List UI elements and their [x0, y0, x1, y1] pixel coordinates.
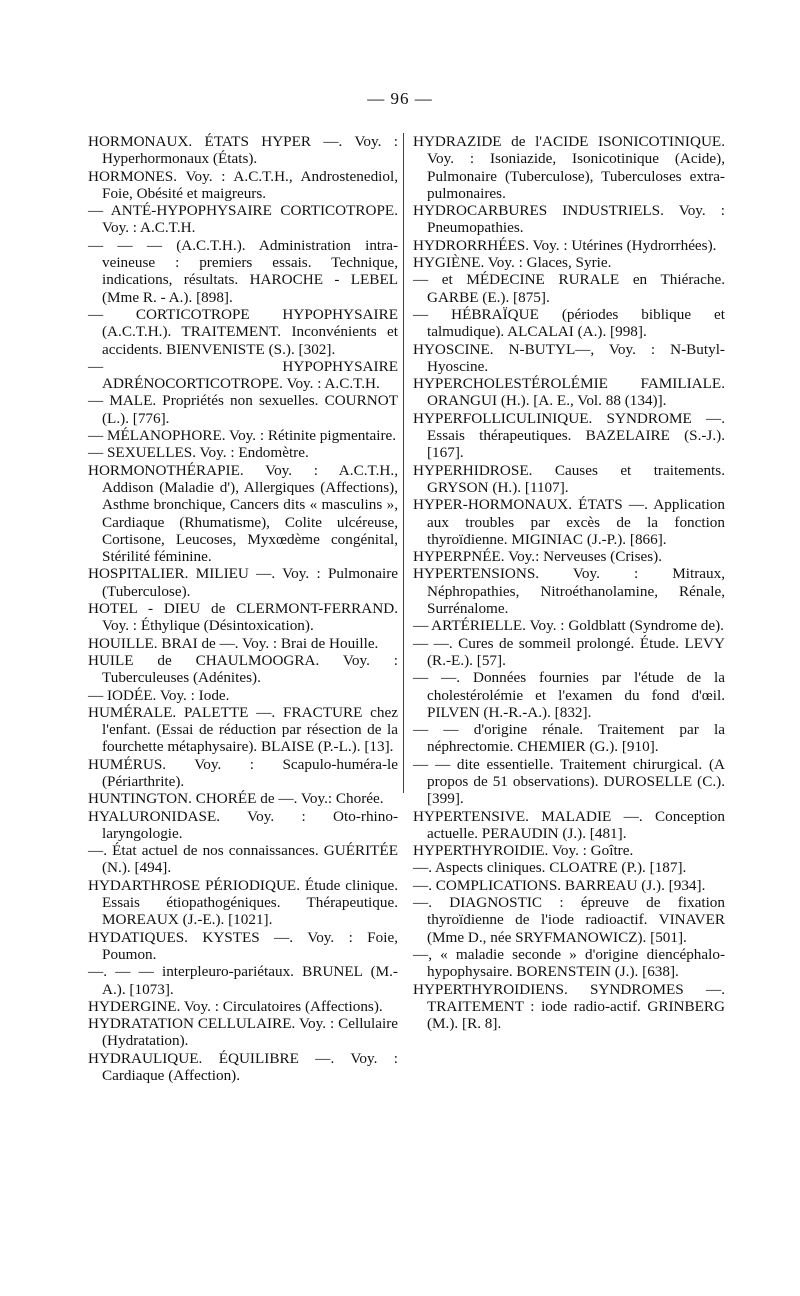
index-entry: HOUILLE. BRAI de —. Voy. : Brai de Houille.: [88, 634, 379, 652]
index-entry: HUMÉRUS. Voy. : Scapulo-huméra-le (Périarthrite).: [88, 755, 398, 790]
index-entry: — IODÉE. Voy. : Iode.: [88, 686, 230, 704]
index-entry: — —. Données fournies par l'étude de la cholestérolémie et l'examen du fond d'œil. PILVEN (H.-R.-A.). [832].: [413, 669, 725, 721]
index-entry: HORMONOTHÉRAPIE. Voy. : A.C.T.H., Addison (Maladie d'), Allergiques (Affections), Asthme bronchique, Cancers dits « masculins », Cardiaque (Rhumatisme), Colite ulcéreuse, Cortisone, Leucoses, Myxœdème congénital, Stérilité féminine.: [88, 461, 398, 566]
index-entry: — et MÉDECINE RURALE en Thiérache. GARBE (E.). [875].: [413, 271, 725, 306]
index-entry: HYALURONIDASE. Voy. : Oto-rhino-laryngologie.: [88, 807, 398, 842]
index-entry: HYDRATATION CELLULAIRE. Voy. : Cellulaire (Hydratation).: [88, 1015, 398, 1050]
index-entry: HYDRAULIQUE. ÉQUILIBRE —. Voy. : Cardiaque (Affection).: [88, 1049, 398, 1085]
index-entry: —. COMPLICATIONS. BARREAU (J.). [934].: [413, 876, 706, 894]
index-entry: — HÉBRAÏQUE (périodes biblique et talmudique). ALCALAI (A.). [998].: [413, 305, 725, 341]
index-entry: HYGIÈNE. Voy. : Glaces, Syrie.: [413, 254, 612, 272]
index-entry: HUNTINGTON. CHORÉE de —. Voy.: Chorée.: [88, 790, 384, 808]
index-entry: — — dite essentielle. Traitement chirurgical. (A propos de 51 observations). DUROSELLE (C.). [399].: [413, 755, 725, 808]
index-entry: —. DIAGNOSTIC : épreuve de fixation thyroïdienne de l'iode radioactif. VINAVER (Mme D., née SRYFMANOWICZ). [501].: [413, 894, 725, 946]
index-entry: HUILE de CHAULMOOGRA. Voy. : Tuberculeuses (Adénites).: [88, 651, 398, 687]
page-number: — 96 —: [367, 89, 433, 108]
index-entry: —. Aspects cliniques. CLOATRE (P.). [187].: [413, 859, 687, 877]
index-entry: — CORTICOTROPE HYPOPHYSAIRE (A.C.T.H.). TRAITEMENT. Inconvénients et accidents. BIENVENISTE (S.). [302].: [88, 305, 398, 358]
index-entry: HYPERFOLLICULINIQUE. SYNDROME —. Essais thérapeutiques. BAZELAIRE (S.-J.). [167].: [413, 409, 725, 462]
index-entry: HYPERTHYROIDIE. Voy. : Goître.: [413, 842, 634, 860]
index-entry: HUMÉRALE. PALETTE —. FRACTURE chez l'enfant. (Essai de réduction par résection de la fourchette métaphysaire). BLAISE (P.-L.). [13].: [88, 703, 398, 756]
index-entry: HYPERTENSIONS. Voy. : Mitraux, Néphropathies, Nitroéthanolamine, Rénale, Surrénalome.: [413, 565, 725, 618]
index-entry: —. État actuel de nos connaissances. GUÉRITÉE (N.). [494].: [88, 842, 398, 877]
index-entry: HOSPITALIER. MILIEU —. Voy. : Pulmonaire (Tuberculose).: [88, 565, 398, 600]
index-entry: HYPERCHOLESTÉROLÉMIE FAMILIALE. ORANGUI (H.). [A. E., Vol. 88 (134)].: [413, 375, 725, 410]
index-entry: — HYPOPHYSAIRE ADRÉNOCORTICOTROPE. Voy. : A.C.T.H.: [88, 357, 398, 393]
index-entry: HOTEL - DIEU de CLERMONT-FERRAND. Voy. : Éthylique (Désintoxication).: [88, 600, 398, 635]
index-entry: — MÉLANOPHORE. Voy. : Rétinite pigmentaire.: [88, 427, 397, 445]
index-entry: HYPERPNÉE. Voy.: Nerveuses (Crises).: [413, 548, 663, 566]
index-entry: HYDARTHROSE PÉRIODIQUE. Étude clinique. Essais étiopathogéniques. Thérapeutique. MOREAUX (J.-E.). [1021].: [88, 876, 398, 929]
index-entry: HYDROCARBURES INDUSTRIELS. Voy. : Pneumopathies.: [413, 202, 725, 237]
index-entry: HYPERHIDROSE. Causes et traitements. GRYSON (H.). [1107].: [413, 461, 725, 496]
index-entry: —. — — interpleuro-pariétaux. BRUNEL (M.-A.). [1073].: [88, 963, 398, 998]
index-entry: HYPERTENSIVE. MALADIE —. Conception actuelle. PERAUDIN (J.). [481].: [413, 807, 725, 842]
index-entry: HORMONAUX. ÉTATS HYPER —. Voy. : Hyperhormonaux (États).: [88, 133, 398, 168]
index-entry: — SEXUELLES. Voy. : Endomètre.: [88, 444, 309, 462]
index-entry: HYDERGINE. Voy. : Circulatoires (Affections).: [88, 997, 383, 1015]
index-entry: — ANTÉ-HYPOPHYSAIRE CORTICOTROPE. Voy. : A.C.T.H.: [88, 202, 398, 237]
index-entry: —, « maladie seconde » d'origine diencéphalo-hypophysaire. BORENSTEIN (J.). [638].: [413, 945, 725, 981]
index-entry: — —. Cures de sommeil prolongé. Étude. LEVY (R.-E.). [57].: [413, 634, 725, 669]
index-entry: HYDRORRHÉES. Voy. : Utérines (Hydrorrhées).: [413, 236, 717, 254]
index-entry: — MALE. Propriétés non sexuelles. COURNOT (L.). [776].: [88, 392, 398, 427]
left-column: [88, 133, 398, 1084]
index-entry: HYOSCINE. N-BUTYL—, Voy. : N-Butyl-Hyoscine.: [413, 340, 725, 375]
index-entry: HORMONES. Voy. : A.C.T.H., Androstenediol, Foie, Obésité et maigreurs.: [88, 167, 398, 202]
index-entry: — — d'origine rénale. Traitement par la néphrectomie. CHEMIER (G.). [910].: [413, 721, 725, 756]
index-entry: — — — (A.C.T.H.). Administration intra-veineuse : premiers essais. Technique, indications, résultats. HAROCHE - LEBEL (Mme R. - A.). [898].: [88, 236, 398, 306]
index-entry: HYPER-HORMONAUX. ÉTATS —. Application aux troubles par excès de la fonction thyroïdienne. MIGINIAC (J.-P.). [866].: [413, 496, 725, 548]
index-entry: HYDATIQUES. KYSTES —. Voy. : Foie, Poumon.: [88, 928, 398, 963]
column-divider: [403, 133, 404, 793]
index-entry: — ARTÉRIELLE. Voy. : Goldblatt (Syndrome de).: [413, 617, 724, 635]
right-column: [413, 133, 725, 1032]
index-entry: HYDRAZIDE de l'ACIDE ISONICOTINIQUE. Voy. : Isoniazide, Isonicotinique (Acide), Pulmonaire (Tuberculose), Tuberculoses extra-pulmonaires.: [413, 133, 725, 202]
index-entry: HYPERTHYROIDIENS. SYNDROMES —. TRAITEMENT : iode radio-actif. GRINBERG (M.). [R. 8].: [413, 980, 725, 1033]
